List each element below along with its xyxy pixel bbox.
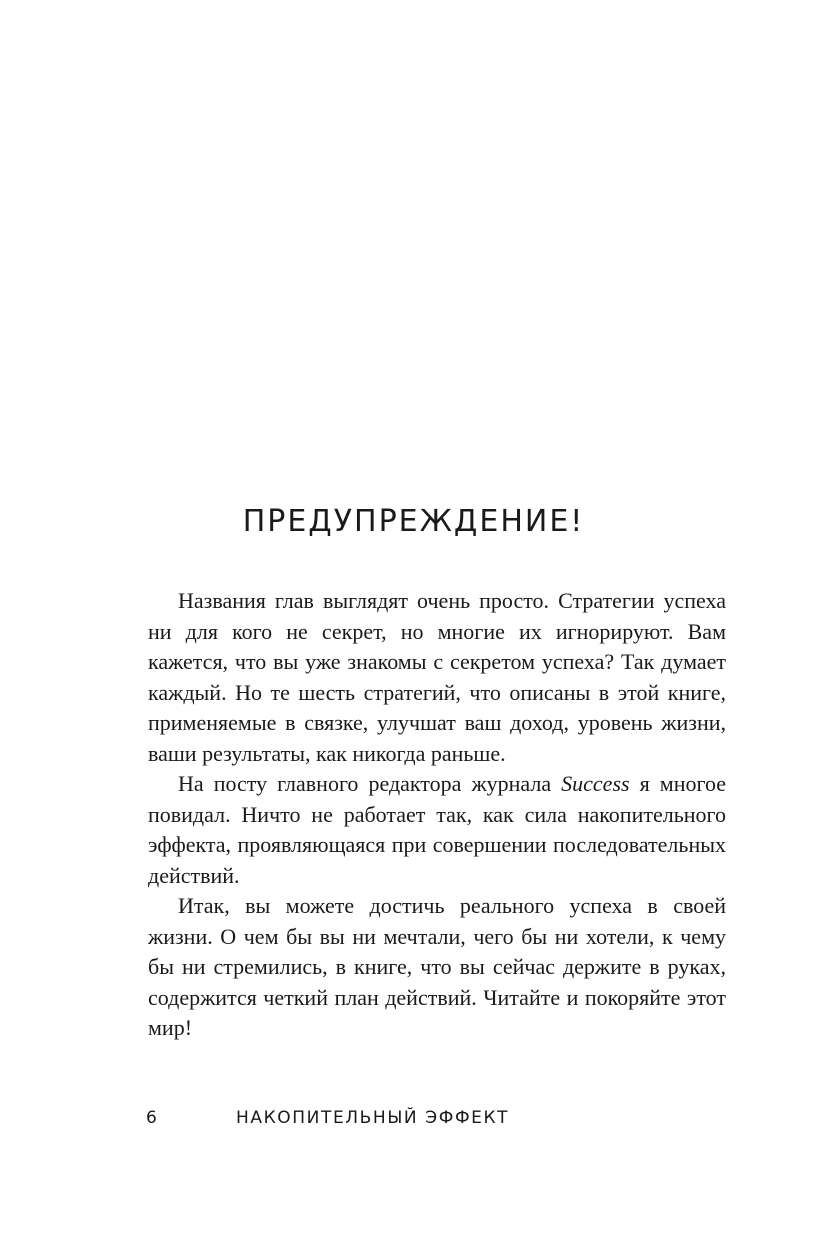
- paragraph-1-text: Названия глав выглядят очень просто. Стратегии успеха ни для кого не секрет, но многие их игнорируют. Вам кажется, что вы уже знакомы с секретом успеха? Так думает каждый. Но те шесть стратегий, что описаны в этой книге, применяемые в связке, улучшат ваш доход, уровень жизни, ваши результаты, как никогда раньше.: [148, 588, 726, 766]
- paragraph-2: [148, 769, 726, 891]
- paragraph-1: [148, 586, 726, 769]
- body-text: [148, 586, 726, 1044]
- paragraph-2-text-end: я многое повидал. Ничто не работает так, как сила накопительного эффекта, проявляющаяся при совершении последовательных действий.: [148, 771, 726, 888]
- page-number: 6: [146, 1108, 159, 1128]
- paragraph-3-text: Итак, вы можете достичь реального успеха в своей жизни. О чем бы вы ни мечтали, чего бы ни хотели, к чему бы ни стремились, в книге, что вы сейчас держите в руках, содержится четкий план действий. Читайте и покоряйте этот мир!: [148, 893, 726, 1040]
- chapter-heading: ПРЕДУПРЕЖДЕНИЕ!: [242, 504, 585, 539]
- paragraph-2-text-start: На посту главного редактора журнала: [178, 771, 562, 796]
- running-title: НАКОПИТЕЛЬНЫЙ ЭФФЕКТ: [236, 1108, 510, 1128]
- paragraph-3: [148, 891, 726, 1044]
- magazine-title: Success: [561, 771, 630, 796]
- page-footer: [0, 1103, 827, 1133]
